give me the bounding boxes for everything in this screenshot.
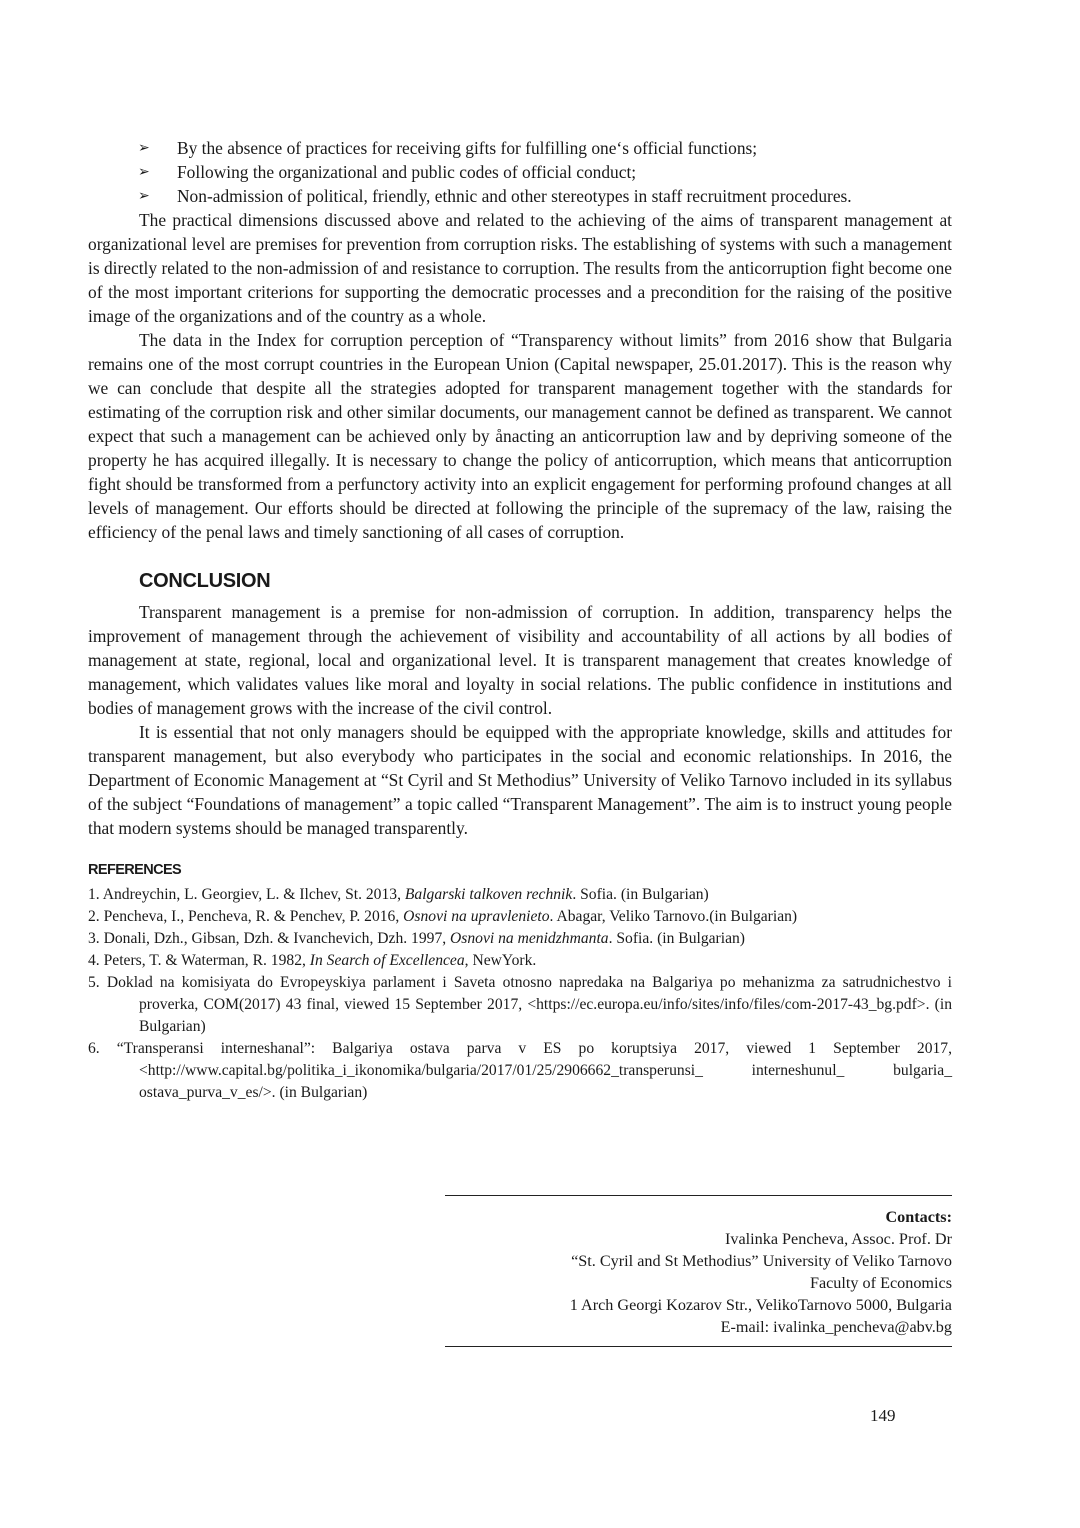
contacts-block	[445, 1195, 952, 1347]
arrow-bullet-icon: ➢	[138, 140, 150, 156]
conclusion-paragraph: Transparent management is a premise for non-admission of corruption. In addition, transparency helps the improvement of management through the achievement of visibility and accountability of all actions by all bodies of management at state, regional, local and organizational level. It is transparent management that creates knowledge of management, which validates values like moral and loyalty in social relations. The public confidence in institutions and bodies of management grows with the increase of the civil control.	[88, 602, 952, 718]
contacts-heading: Contacts:	[885, 1208, 952, 1226]
reference-item: 4. Peters, T. & Waterman, R. 1982, In Search of Excellencea, NewYork.	[88, 952, 537, 969]
body-paragraph: The data in the Index for corruption perception of “Transparency without limits” from 2016 show that Bulgaria remains one of the most corrupt countries in the European Union (Capital newspaper, 25.01.2017). This is the reason why we can conclude that despite all the strategies adopted for transparent management together with the standards for estimating of the corruption risk and other similar documents, our management cannot be defined as transparent. We cannot expect that such a management can be achieved only by ånacting an anticorruption law and by depriving someone of the property he has acquired illegally. It is necessary to change the policy of anticorruption, which means that anticorruption fight should be transformed from a perfunctory activity into an explicit engagement for performing profound changes at all levels of management. Our efforts should be directed at following the principle of the supremacy of the law, raising the efficiency of the penal laws and timely sanctioning of all cases of corruption.	[88, 330, 952, 542]
reference-item: 5. Doklad na komisiyata do Evropeyskiya parlament i Saveta otnosno napredaka na Balgariya po mehanizma za satrudnichestvo i proverka, COM(2017) 43 final, viewed 15 September 2017, <https://ec.europa.eu/info/sites/info/files/com-2017-43_bg.pdf>. (in Bulgarian)	[88, 974, 952, 1035]
bullet-item: ➢ By the absence of practices for receiving gifts for fulfilling one‘s official functions;	[138, 138, 758, 158]
body-paragraph: The practical dimensions discussed above and related to the achieving of the aims of transparent management at organizational level are premises for prevention from corruption risks. The establishing of systems with such a management is directly related to the non-admission of and resistance to corruption. The results from the anticorruption fight become one of the most important criterions for supporting the democratic processes and a precondition for the raising of the positive image of the organizations and of the country as a whole.	[88, 210, 952, 326]
bullet-item: ➢ Non-admission of political, friendly, ethnic and other stereotypes in staff recruitment procedures.	[138, 186, 852, 206]
contact-address: 1 Arch Georgi Kozarov Str., VelikoTarnovo 5000, Bulgaria	[569, 1296, 952, 1314]
reference-item: 1. Andreychin, L. Georgiev, L. & Ilchev, St. 2013, Balgarski talkoven rechnik. Sofia. (in Bulgarian)	[88, 886, 709, 903]
contact-faculty: Faculty of Economics	[809, 1274, 952, 1292]
conclusion-paragraph: It is essential that not only managers should be equipped with the appropriate knowledge, skills and attitudes for transparent management, but also everybody who participates in the social and economic relationships. In 2016, the Department of Economic Management at “St Cyril and St Methodius” University of Veliko Tarnovo included in its syllabus of the subject “Foundations of management” a topic called “Transparent Management”. The aim is to instruct young people that modern systems should be managed transparently.	[88, 722, 952, 838]
bullet-list	[88, 136, 952, 208]
contact-email: E-mail: ivalinka_pencheva@abv.bg	[720, 1318, 952, 1336]
reference-item: 2. Pencheva, I., Pencheva, R. & Penchev, P. 2016, Osnovi na upravlenieto. Abagar, Veliko Tarnovo.(in Bulgarian)	[88, 908, 798, 925]
contact-university: “St. Cyril and St Methodius” University of Veliko Tarnovo	[571, 1252, 952, 1270]
references-heading: REFERENCES	[88, 862, 182, 878]
page-number: 149	[870, 1406, 896, 1425]
page-body	[88, 136, 952, 1104]
references-list	[88, 884, 952, 1104]
bullet-item: ➢ Following the organizational and public codes of official conduct;	[138, 162, 637, 182]
arrow-bullet-icon: ➢	[138, 164, 150, 180]
contact-name: Ivalinka Pencheva, Assoc. Prof. Dr	[724, 1230, 952, 1248]
conclusion-heading: CONCLUSION	[139, 570, 271, 592]
reference-item: 6. “Transperansi interneshanal”: Balgariya ostava parva v ES po koruptsiya 2017, viewed 1 September 2017, <http://www.capital.bg/politika_i_ikonomika/bulgaria/2017/01/25/2906662_transperunsi_ interneshunul_ bulgaria_ ostava_purva_v_es/>. (in Bulgarian)	[88, 1040, 952, 1101]
reference-item: 3. Donali, Dzh., Gibsan, Dzh. & Ivanchevich, Dzh. 1997, Osnovi na menidzhmanta. Sofia. (in Bulgarian)	[88, 930, 745, 947]
arrow-bullet-icon: ➢	[138, 188, 150, 204]
